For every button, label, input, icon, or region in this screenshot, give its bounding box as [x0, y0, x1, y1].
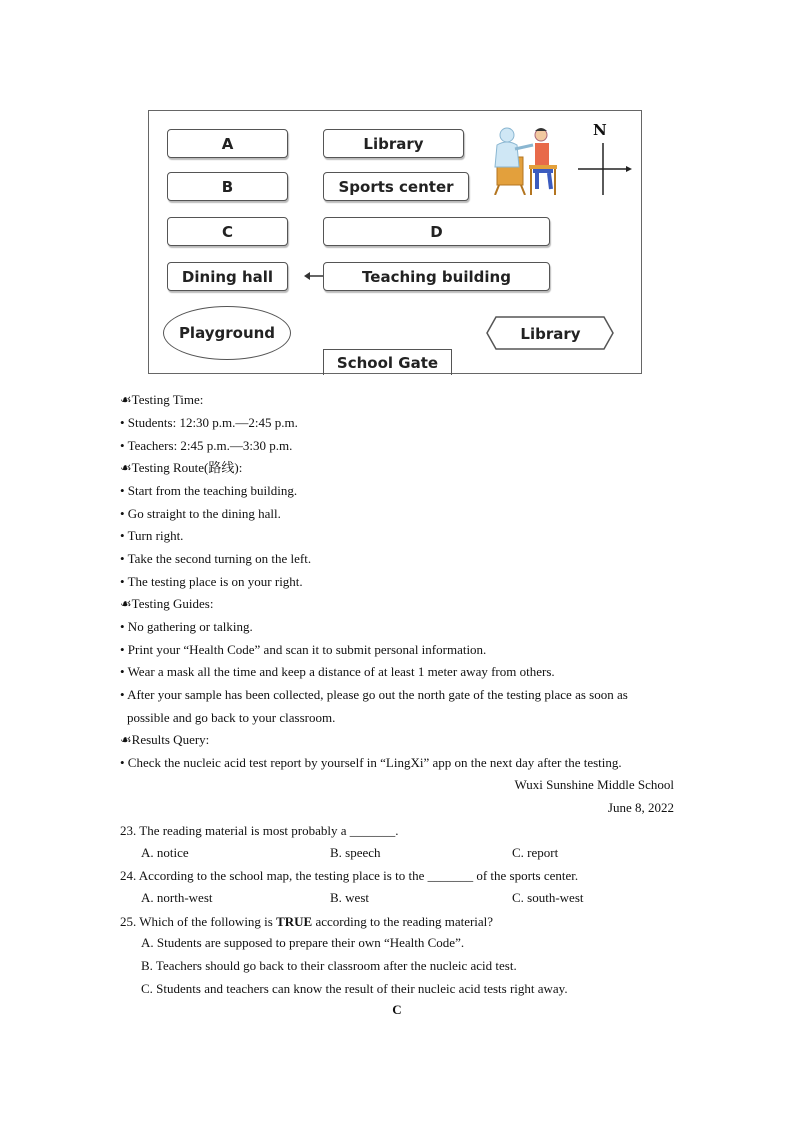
testing-time-heading: ☙Testing Time:	[120, 392, 204, 407]
testing-route-heading: ☙Testing Route(路线):	[120, 460, 243, 475]
students-time: • Students: 12:30 p.m.—2:45 p.m.	[120, 415, 298, 430]
question-25	[120, 913, 493, 931]
guide-2: • Print your “Health Code” and scan it to submit personal information.	[120, 642, 487, 657]
guide-4-line-1: • After your sample has been collected, please go out the north gate of the testing place as soon as	[120, 687, 628, 702]
q23-option-b: B. speech	[330, 845, 381, 860]
route-step-2: • Go straight to the dining hall.	[120, 506, 281, 521]
question-24: 24. According to the school map, the testing place is to the _______ of the sports center.	[120, 868, 579, 883]
map-school-gate: School Gate	[323, 349, 452, 375]
map-box-library-top: Library	[323, 129, 464, 158]
compass-north-label: N	[593, 121, 607, 139]
guide-1: • No gathering or talking.	[120, 619, 253, 634]
guide-4-line-2: possible and go back to your classroom.	[127, 710, 336, 725]
map-box-teaching-building: Teaching building	[323, 262, 550, 291]
guide-3: • Wear a mask all the time and keep a distance of at least 1 meter away from others.	[120, 664, 555, 679]
q24-option-a: A. north-west	[141, 890, 213, 905]
left-arrow-icon	[303, 269, 325, 283]
q23-option-c: C. report	[512, 845, 559, 860]
compass-icon	[577, 141, 633, 197]
route-step-3: • Turn right.	[120, 528, 184, 543]
map-playground: Playground	[163, 306, 291, 360]
q25-text-bold: TRUE	[276, 914, 313, 929]
nucleic-test-illustration-icon	[483, 123, 561, 195]
school-map	[148, 110, 642, 374]
result-1: • Check the nucleic acid test report by yourself in “LingXi” app on the next day after the testing.	[120, 755, 622, 770]
q25-option-a: A. Students are supposed to prepare their own “Health Code”.	[141, 935, 465, 950]
section-letter: C	[392, 1002, 402, 1017]
q23-option-a: A. notice	[141, 845, 189, 860]
q25-text-post: according to the reading material?	[312, 914, 494, 929]
question-23: 23. The reading material is most probably a _______.	[120, 823, 399, 838]
q25-option-b: B. Teachers should go back to their classroom after the nucleic acid test.	[141, 958, 517, 973]
route-step-5: • The testing place is on your right.	[120, 574, 303, 589]
teachers-time: • Teachers: 2:45 p.m.—3:30 p.m.	[120, 438, 293, 453]
q24-option-b: B. west	[330, 890, 369, 905]
map-box-library-right: Library	[520, 324, 581, 343]
notice-date: June 8, 2022	[607, 800, 674, 815]
map-box-c: C	[167, 217, 288, 246]
results-query-heading: ☙Results Query:	[120, 732, 210, 747]
q24-option-c: C. south-west	[512, 890, 584, 905]
map-box-d: D	[323, 217, 550, 246]
map-box-dining-hall: Dining hall	[167, 262, 288, 291]
q25-text-pre: 25. Which of the following is	[120, 914, 277, 929]
map-box-sports-center: Sports center	[323, 172, 469, 201]
map-box-a: A	[167, 129, 288, 158]
map-box-b: B	[167, 172, 288, 201]
route-step-1: • Start from the teaching building.	[120, 483, 298, 498]
signature: Wuxi Sunshine Middle School	[514, 777, 674, 792]
q25-option-c: C. Students and teachers can know the result of their nucleic acid tests right away.	[141, 981, 568, 996]
route-step-4: • Take the second turning on the left.	[120, 551, 312, 566]
testing-guides-heading: ☙Testing Guides:	[120, 596, 214, 611]
